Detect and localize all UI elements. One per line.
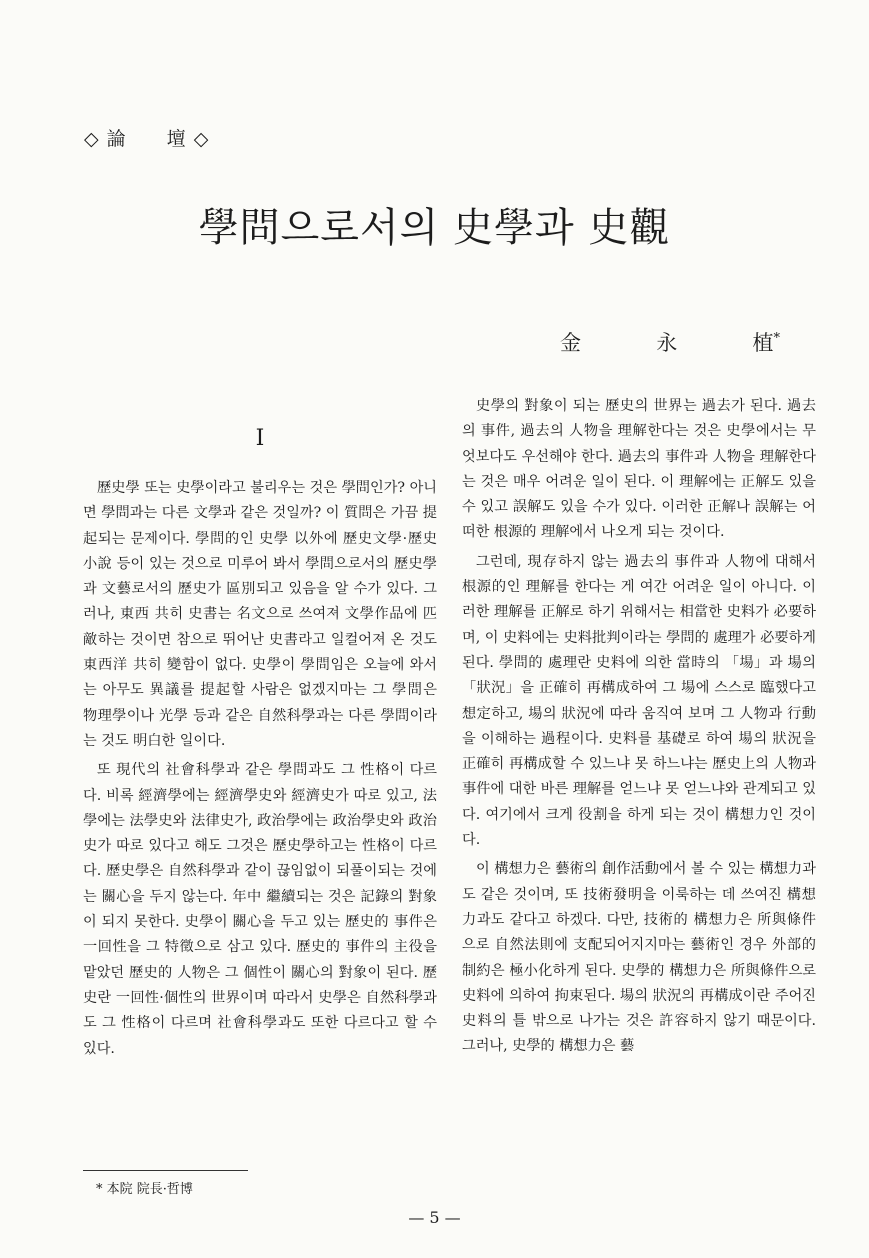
footnote: * 本院 院長·哲博	[96, 1182, 193, 1197]
footnote-divider	[83, 1170, 248, 1171]
section-heading: I	[255, 426, 265, 451]
section-tag: ◇ 論 壇 ◇	[84, 128, 210, 150]
paragraph: 이 構想力은 藝術의 創作活動에서 볼 수 있는 構想力과도 같은 것이며, 또 技術發明을 이룩하는 데 쓰여진 構想力과도 같다고 하겠다. 다만, 技術的 構想力은 所與條件으로 自然法則에 支配되어지지마는 藝術인 경우 外部的 制約은 極小化하게 된다. 史學的 構想力은 所與條件으로 史料에 의하여 拘束된다. 場의 狀況의 再構成이란 주어진 史料의 틀 밖으로 나가는 것은 許容하지 않기 때문이다. 그러나, 史學的 構想力은 藝	[462, 861, 816, 1055]
page-title: 學問으로서의 史學과 史觀	[198, 205, 671, 251]
right-column	[462, 394, 816, 1064]
author-middle: 永	[656, 331, 678, 355]
author-footnote-mark: *	[773, 331, 780, 346]
paragraph: 史學의 對象이 되는 歷史의 世界는 過去가 된다. 過去의 事件, 過去의 人物을 理解한다는 것은 史學에서는 무엇보다도 우선해야 한다. 過去의 事件과 人物을 理解한다는 것은 매우 어려운 일이 된다. 이 理解에는 正解도 있을 수 있고 誤解도 있을 수가 있다. 이러한 正解나 誤解는 어떠한 根源的 理解에서 나오게 되는 것이다.	[462, 398, 816, 541]
paragraph: 또 現代의 社會科學과 같은 學問과도 그 性格이 다르다. 비록 經濟學에는 經濟學史와 經濟史가 따로 있고, 法學에는 法學史와 法律史가, 政治學에는 政治學史와 政治史가 따로 있다고 해도 그것은 歷史學하고는 性格이 다르다. 歷史學은 自然科學과 같이 끊임없이 되풀이되는 것에는 關心을 두지 않는다. 年中 繼續되는 것은 記錄의 對象이 되지 못한다. 史學이 關心을 두고 있는 歷史的 事件은 一回性을 그 特徵으로 삼고 있다. 歷史的 事件의 主役을 맡았던 歷史的 人物은 그 個性이 關心의 對象이 된다. 歷史란 一回性·個性의 世界이며 따라서 史學은 自然科學과도 그 性格이 다르며 社會科學과도 또한 다르다고 할 수 있다.	[83, 762, 437, 1057]
page-number: — 5 —	[408, 1208, 461, 1227]
paragraph: 그런데, 現存하지 않는 過去의 事件과 人物에 대해서 根源的인 理解를 한다는 게 여간 어려운 일이 아니다. 이러한 理解를 正解로 하기 위해서는 相當한 史料가 必要하며, 이 史料에는 史料批判이라는 學問的 處理가 必要하게 된다. 學問的 處理란 史料에 의한 當時의 「場」과 場의 「狀況」을 正確히 再構成하여 그 場에 스스로 臨했다고 想定하고, 場의 狀況에 따라 움직여 보며 그 人物과 行動을 이해하는 過程이다. 史料를 基礎로 하여 場의 狀況을 正確히 再構成할 수 있느냐 못 하느냐는 歷史上의 人物과 事件에 대한 바른 理解를 얻느냐 못 얻느냐와 관계되고 있다. 여기에서 크게 役割을 하게 되는 것이 構想力인 것이다.	[462, 553, 816, 849]
paragraph: 歷史學 또는 史學이라고 불리우는 것은 學問인가? 아니면 學問과는 다른 文學과 같은 것일까? 이 質問은 가끔 提起되는 문제이다. 學問的인 史學 以外에 歷史文學·歷史小說 등이 있는 것으로 미루어 봐서 學問으로서의 歷史學과 文藝로서의 歷史가 區別되고 있음을 알 수가 있다. 그러나, 東西 共히 史書는 名文으로 쓰여져 文學作品에 匹敵하는 것이면 참으로 뛰어난 史書라고 일컬어져 온 것도 東西洋 共히 變함이 없다. 史學이 學問임은 오늘에 와서는 아무도 異議를 提起할 사람은 없겠지마는 그 學問은 物理學이나 光學 등과 같은 自然科學과는 다른 學問이라는 것도 明白한 일이다.	[83, 480, 437, 749]
author-name	[560, 327, 780, 357]
author-surname: 金	[560, 331, 581, 355]
author-given: 植*	[752, 331, 780, 355]
left-column	[83, 394, 437, 1066]
